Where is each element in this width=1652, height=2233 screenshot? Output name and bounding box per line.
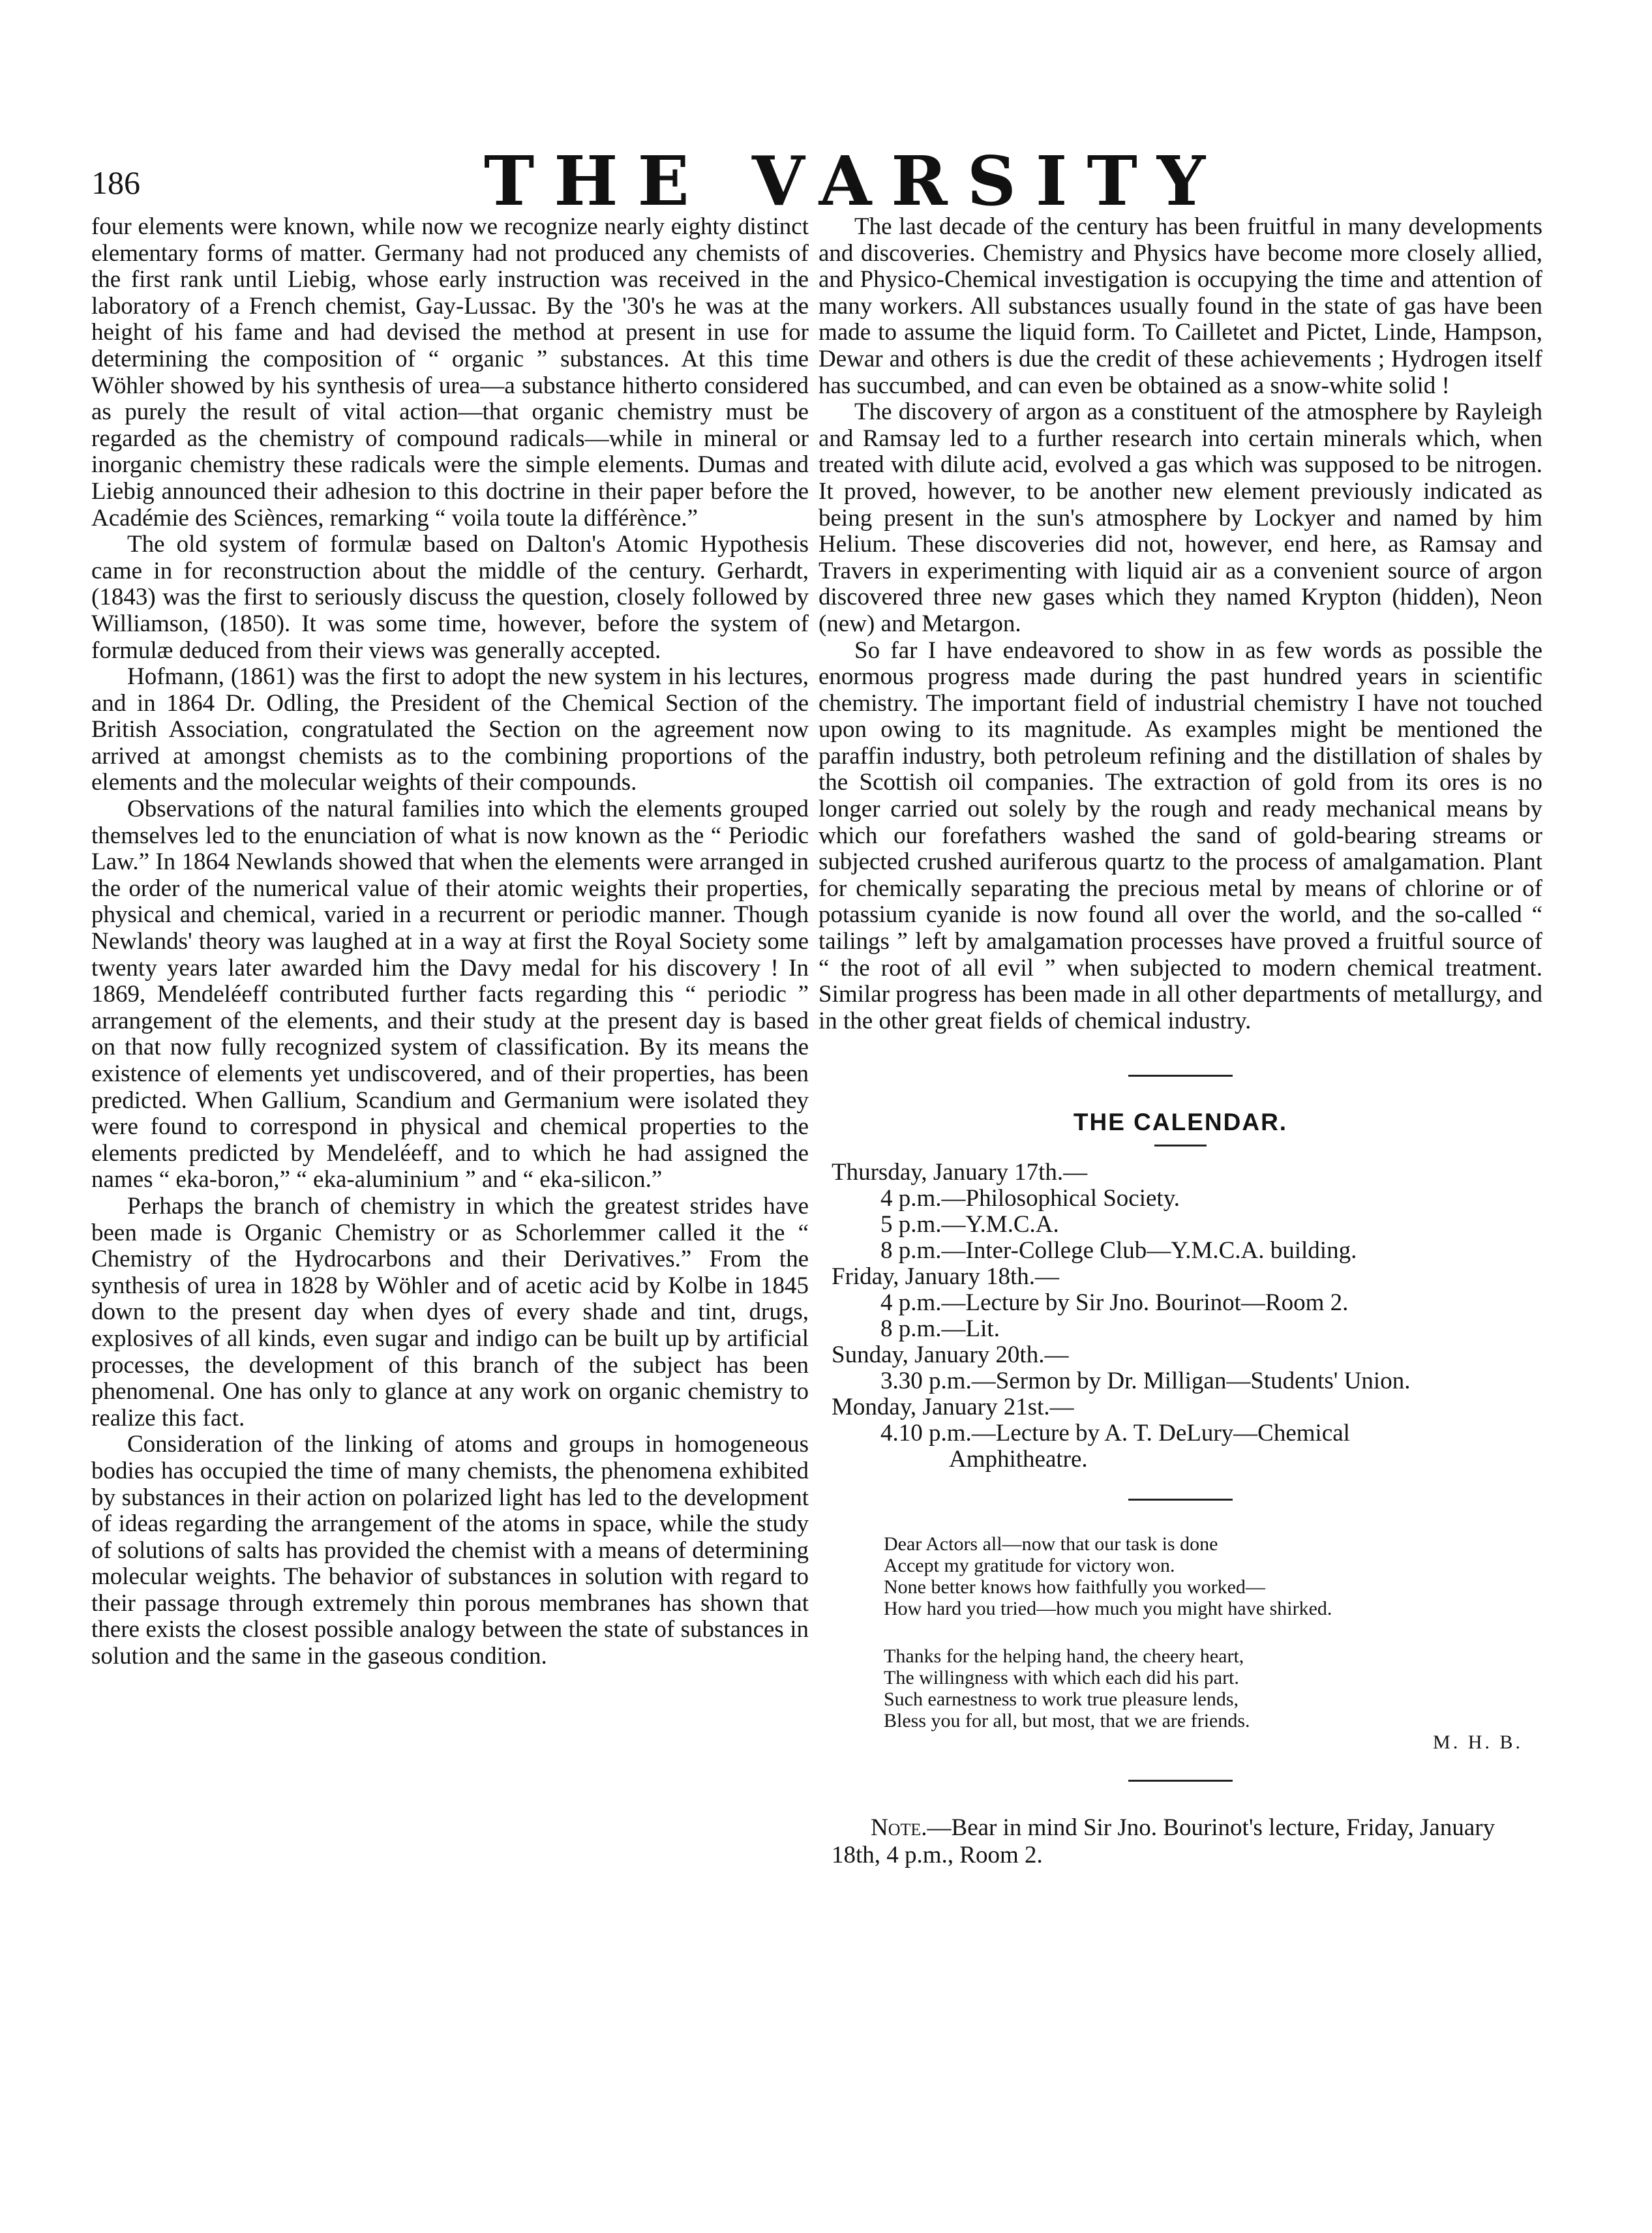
poem-line: Such earnestness to work true pleasure lends, (884, 1688, 1239, 1711)
calendar-heading: THE CALENDAR. (1073, 1109, 1288, 1136)
calendar-day: Thursday, January 17th.— (832, 1159, 1088, 1186)
article-paragraph: four elements were known, while now we recognize nearly eighty distinct elementary forms of matter. Germany had not produced any chemists of the first rank until Liebig, whose early instruction was received in the laboratory of a French chemist, Gay-Lussac. By the '30's he was at the height of his fame and had devised the method at present in use for determining the composition of “ organic ” substances. At this time Wöhler showed by his synthesis of urea—a substance hitherto considered as purely the result of vital action—that organic chemistry must be regarded as the chemistry of compound radicals—while in mineral or inorganic chemistry these radicals were the simple elements. Dumas and Liebig announced their adhesion to this doctrine in their paper before the Académie des Sciènces, remarking “ voila toute la différènce.” (91, 213, 809, 532)
calendar-day: Friday, January 18th.— (832, 1263, 1060, 1291)
article-paragraph: The old system of formulæ based on Dalton's Atomic Hypothesis came in for reconstruction about the middle of the century. Gerhardt, (1843) was the first to seriously discuss the question, closely followed by Williamson, (1850). It was some time, however, before the system of formulæ deduced from their views was generally accepted. (91, 531, 809, 664)
calendar-event-continuation: Amphitheatre. (949, 1446, 1088, 1473)
calendar-event: 4 p.m.—Philosophical Society. (880, 1185, 1180, 1212)
calendar-event: 5 p.m.—Y.M.C.A. (880, 1211, 1059, 1238)
poem-line: The willingness with which each did his part. (884, 1667, 1239, 1689)
poem-line: None better knows how faithfully you worked— (884, 1576, 1265, 1598)
left-column (91, 214, 809, 1670)
poem-line: Bless you for all, but most, that we are friends. (884, 1710, 1250, 1732)
right-column (818, 214, 1542, 1869)
article-paragraph: The discovery of argon as a constituent of the atmosphere by Rayleigh and Ramsay led to a further research into certain minerals which, when treated with dilute acid, evolved a gas which was supposed to be nitrogen. It proved, however, to be another new element previously indicated as being present in the sun's atmosphere by Lockyer and named by him Helium. These discoveries did not, however, end here, as Ramsay and Travers in experimenting with liquid air as a convenient source of argon discovered three new gases which they named Krypton (hidden), Neon (new) and Metargon. (818, 398, 1542, 637)
article-paragraph: So far I have endeavored to show in as few words as possible the enormous progress made during the past hundred years in scientific chemistry. The important field of industrial chemistry I have not touched upon owing to its magnitude. As examples might be mentioned the paraffin industry, both petroleum refining and the distillation of shales by the Scottish oil companies. The extraction of gold from its ores is no longer carried out solely by the rough and ready mechanical means by which our forefathers washed the sand of gold-bearing streams or subjected crushed auriferous quartz to the process of amalgamation. Plant for chemically separating the precious metal by means of chlorine or of potassium cyanide is now found all over the world, and the so-called “ tailings ” left by amalgamation processes have proved a fruitful source of “ the root of all evil ” when subjected to modern chemical treatment. Similar progress has been made in all other departments of metallurgy, and in the other great fields of chemical industry. (818, 637, 1542, 1034)
article-paragraph: Hofmann, (1861) was the first to adopt the new system in his lectures, and in 1864 Dr. Odling, the President of the Chemical Section of the British Association, congratulated the Section on the agreement now arrived at amongst chemists as to the combining proportions of the elements and the molecular weights of their compounds. (91, 663, 809, 796)
note-text: —Bear in mind Sir Jno. Bourinot's lecture, Friday, January 18th, 4 p.m., Room 2. (832, 1814, 1495, 1869)
note-label: Note. (871, 1814, 927, 1842)
calendar-event: 8 p.m.—Inter-College Club—Y.M.C.A. building. (880, 1237, 1357, 1265)
poem-line: Accept my gratitude for victory won. (884, 1555, 1175, 1577)
page-number: 186 (91, 164, 140, 201)
masthead-title: THE VARSITY (483, 141, 1225, 221)
calendar-event: 3.30 p.m.—Sermon by Dr. Milligan—Students' Union. (880, 1368, 1411, 1395)
calendar-day: Monday, January 21st.— (832, 1394, 1074, 1421)
poem-signature: M. H. B. (1433, 1731, 1523, 1754)
calendar-event: 4.10 p.m.—Lecture by A. T. DeLury—Chemical (880, 1420, 1350, 1447)
calendar-event: 4 p.m.—Lecture by Sir Jno. Bourinot—Room 2. (880, 1289, 1349, 1317)
poem-line: How hard you tried—how much you might have shirked. (884, 1598, 1332, 1620)
poem-line: Thanks for the helping hand, the cheery heart, (884, 1645, 1244, 1668)
calendar-list (818, 1160, 1542, 1473)
article-paragraph: Perhaps the branch of chemistry in which the greatest strides have been made is Organic Chemistry or as Schorlemmer called it the “ Chemistry of the Hydrocarbons and their Derivatives.” From the synthesis of urea in 1828 by Wöhler and of acetic acid by Kolbe in 1845 down to the present day when dyes of every shade and tint, drugs, explosives of all kinds, even sugar and indigo can be built up by artificial processes, the development of this branch of the subject has been phenomenal. One has only to glance at any work on organic chemistry to realize this fact. (91, 1192, 809, 1431)
poem (818, 1533, 1542, 1731)
calendar-event: 8 p.m.—Lit. (880, 1315, 1000, 1343)
article-paragraph: Consideration of the linking of atoms and groups in homogeneous bodies has occupied the time of many chemists, the phenomena exhibited by substances in their action on polarized light has led to the development of ideas regarding the arrangement of the atoms in space, while the study of solutions of salts has provided the chemist with a means of determining molecular weights. The behavior of substances in solution with regard to their passage through extremely thin porous membranes has shown that there exists the closest possible analogy between the state of substances in solution and the same in the gaseous condition. (91, 1431, 809, 1670)
note (818, 1814, 1542, 1869)
poem-line: Dear Actors all—now that our task is done (884, 1533, 1218, 1555)
article-paragraph: Observations of the natural families into which the elements grouped themselves led to the enunciation of what is now known as the “ Periodic Law.” In 1864 Newlands showed that when the elements were arranged in the order of the numerical value of their atomic weights their properties, physical and chemical, varied in a recurrent or periodic manner. Though Newlands' theory was laughed at in a way at first the Royal Society some twenty years later awarded him the Davy medal for his discovery ! In 1869, Mendeléeff contributed further facts regarding this “ periodic ” arrangement of the elements, and their study at the present day is based on that now fully recognized system of classification. By its means the existence of elements yet undiscovered, and of their properties, has been predicted. When Gallium, Scandium and Germanium were isolated they were found to correspond in physical and chemical properties to the elements predicted by Mendeléeff, and to which he had assigned the names “ eka-boron,” “ eka-aluminium ” and “ eka-silicon.” (91, 796, 809, 1193)
calendar-day: Sunday, January 20th.— (832, 1341, 1069, 1369)
article-paragraph: The last decade of the century has been fruitful in many developments and discoveries. Chemistry and Physics have become more closely allied, and Physico-Chemical investigation is occupying the time and attention of many workers. All substances usually found in the state of gas have been made to assume the liquid form. To Cailletet and Pictet, Linde, Hampson, Dewar and others is due the credit of these achievements ; Hydrogen itself has succumbed, and can even be obtained as a snow-white solid ! (818, 213, 1542, 399)
